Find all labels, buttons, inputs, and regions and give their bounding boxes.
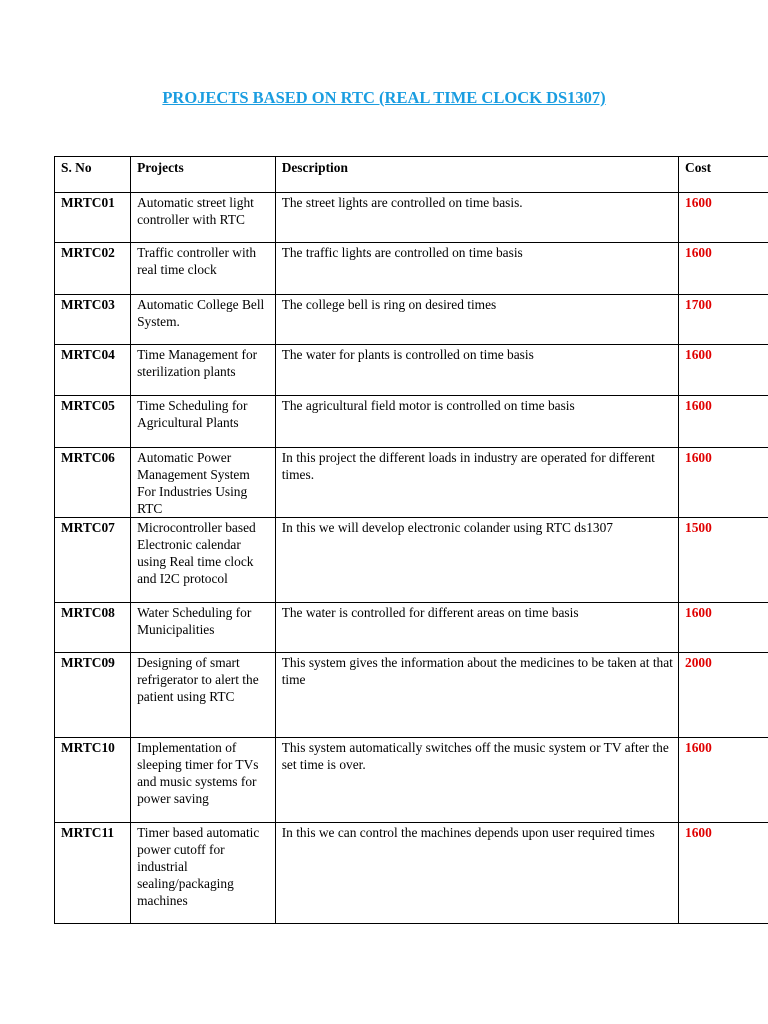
table-row [55, 243, 768, 295]
sno-cell: MRTC05 [55, 396, 131, 448]
description-cell: The agricultural field motor is controlled on time basis [275, 396, 678, 448]
table-row [55, 448, 768, 518]
sno-cell: MRTC11 [55, 823, 131, 924]
cost-cell: 1700 [679, 295, 768, 345]
project-cell: Automatic College Bell System. [131, 295, 276, 345]
table-row [55, 396, 768, 448]
header-description: Description [275, 157, 678, 193]
header-cost: Cost [679, 157, 768, 193]
sno-cell: MRTC03 [55, 295, 131, 345]
sno-cell: MRTC08 [55, 603, 131, 653]
description-cell: This system automatically switches off the music system or TV after the set time is over. [275, 738, 678, 823]
table-row [55, 295, 768, 345]
description-cell: The traffic lights are controlled on time basis [275, 243, 678, 295]
table-row [55, 345, 768, 396]
project-cell: Traffic controller with real time clock [131, 243, 276, 295]
table-header-row [55, 157, 768, 193]
table-row [55, 603, 768, 653]
project-cell: Automatic street light controller with RTC [131, 193, 276, 243]
sno-cell: MRTC01 [55, 193, 131, 243]
description-cell: The water is controlled for different areas on time basis [275, 603, 678, 653]
sno-cell: MRTC04 [55, 345, 131, 396]
sno-cell: MRTC09 [55, 653, 131, 738]
table-row [55, 518, 768, 603]
sno-cell: MRTC07 [55, 518, 131, 603]
description-cell: This system gives the information about the medicines to be taken at that time [275, 653, 678, 738]
sno-cell: MRTC02 [55, 243, 131, 295]
table-row [55, 653, 768, 738]
project-cell: Time Scheduling for Agricultural Plants [131, 396, 276, 448]
cost-cell: 1600 [679, 823, 768, 924]
cost-cell: 1500 [679, 518, 768, 603]
project-cell: Implementation of sleeping timer for TVs and music systems for power saving [131, 738, 276, 823]
projects-table [54, 156, 768, 924]
description-cell: The street lights are controlled on time basis. [275, 193, 678, 243]
cost-cell: 1600 [679, 243, 768, 295]
cost-cell: 1600 [679, 345, 768, 396]
cost-cell: 1600 [679, 396, 768, 448]
cost-cell: 1600 [679, 193, 768, 243]
table-row [55, 193, 768, 243]
description-cell: In this we will develop electronic colander using RTC ds1307 [275, 518, 678, 603]
cost-cell: 1600 [679, 603, 768, 653]
header-sno: S. No [55, 157, 131, 193]
sno-cell: MRTC10 [55, 738, 131, 823]
sno-cell: MRTC06 [55, 448, 131, 518]
description-cell: The water for plants is controlled on time basis [275, 345, 678, 396]
cost-cell: 2000 [679, 653, 768, 738]
project-cell: Time Management for sterilization plants [131, 345, 276, 396]
project-cell: Designing of smart refrigerator to alert the patient using RTC [131, 653, 276, 738]
cost-cell: 1600 [679, 738, 768, 823]
table-row [55, 738, 768, 823]
description-cell: In this project the different loads in industry are operated for different times. [275, 448, 678, 518]
project-cell: Timer based automatic power cutoff for industrial sealing/packaging machines [131, 823, 276, 924]
header-projects: Projects [131, 157, 276, 193]
page-title: PROJECTS BASED ON RTC (REAL TIME CLOCK DS1307) [162, 88, 606, 107]
project-cell: Microcontroller based Electronic calendar using Real time clock and I2C protocol [131, 518, 276, 603]
project-cell: Automatic Power Management System For Industries Using RTC [131, 448, 276, 518]
description-cell: In this we can control the machines depends upon user required times [275, 823, 678, 924]
table-row [55, 823, 768, 924]
cost-cell: 1600 [679, 448, 768, 518]
description-cell: The college bell is ring on desired times [275, 295, 678, 345]
project-cell: Water Scheduling for Municipalities [131, 603, 276, 653]
